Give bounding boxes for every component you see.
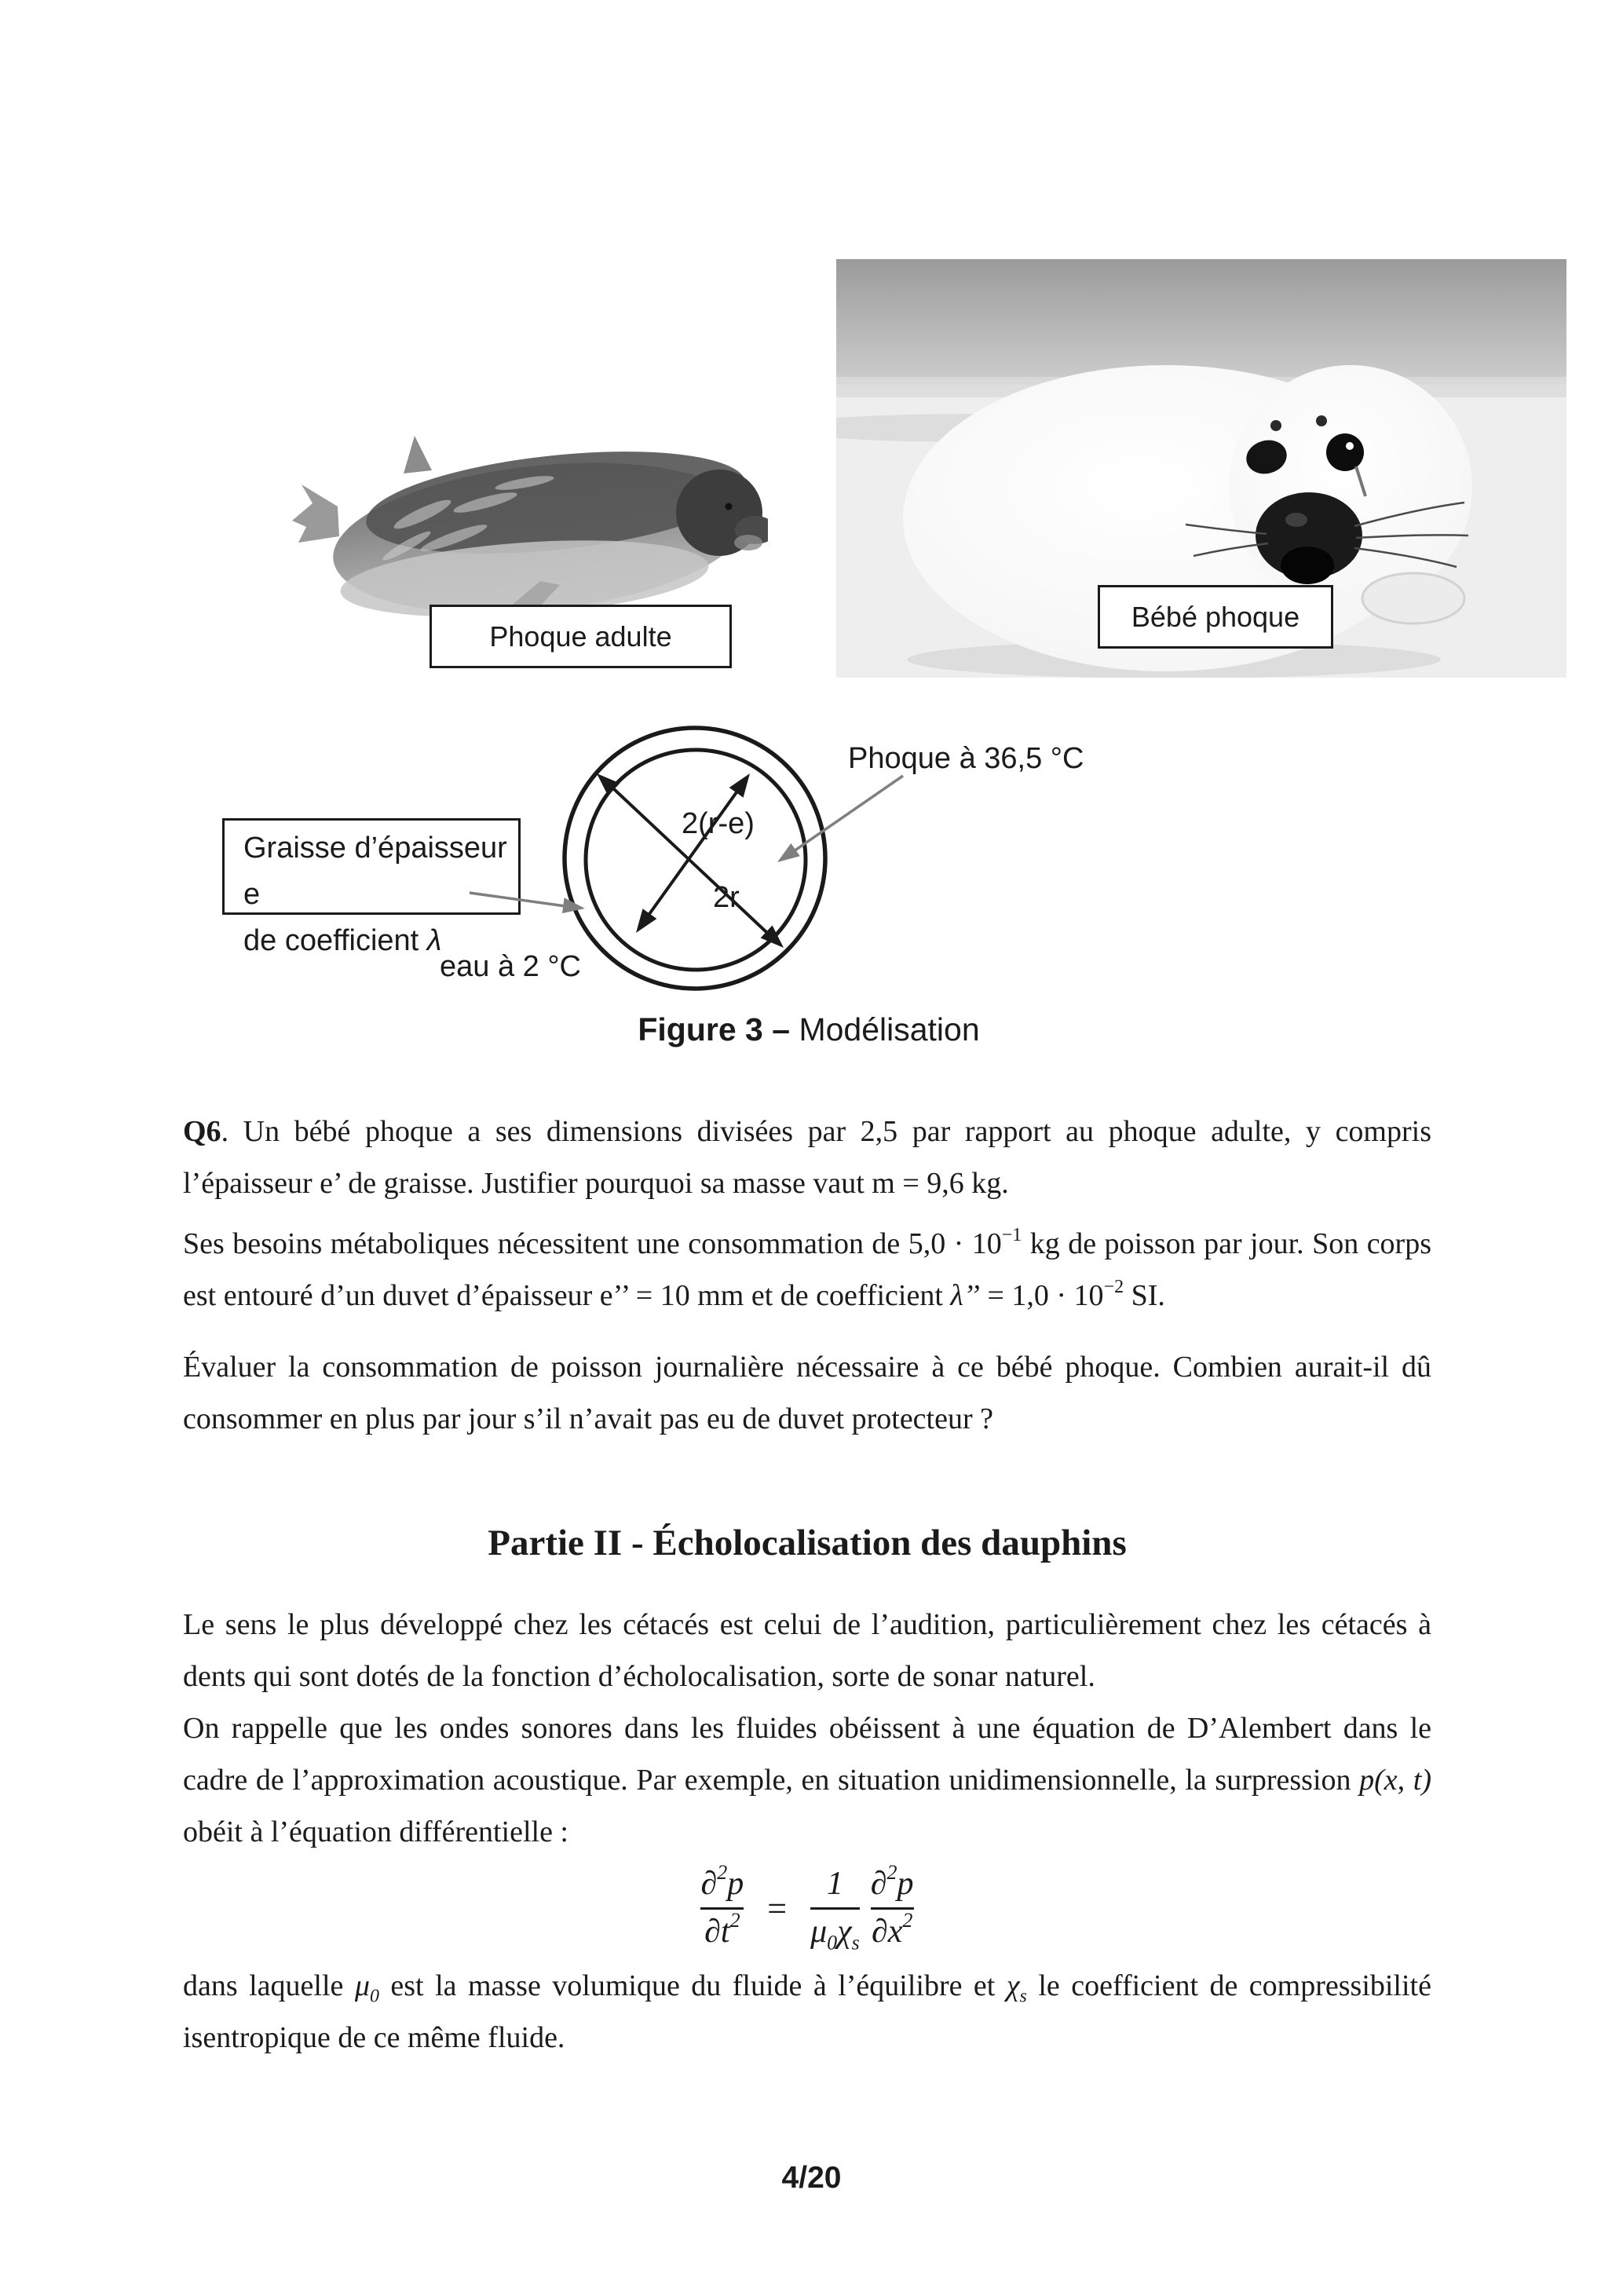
baby-seal-head — [1229, 365, 1472, 609]
figure3-caption — [471, 1011, 1146, 1048]
phoque-pointer-line — [794, 776, 903, 851]
baby-seal-caption-label: Bébé phoque — [1131, 600, 1300, 633]
exponent-minus2: −2 — [1103, 1277, 1124, 1298]
inner-diameter-label: 2(r-e) — [682, 807, 755, 840]
dans-laquelle-text-c: le coefficient de compressibilité isentropique de ce même fluide. — [183, 1969, 1431, 2054]
equation-equals-sign: = — [767, 1888, 788, 1928]
baby-seal-brow-dot-left — [1270, 420, 1281, 431]
chi-s-symbol: $\chi_s$ — [1006, 1969, 1027, 2007]
adult-seal-photo — [289, 428, 768, 632]
equation-coefficient-fraction — [810, 1866, 860, 1954]
graisse-line1: Graisse d’épaisseur e — [243, 832, 507, 911]
fraction-bar — [810, 1907, 860, 1910]
equation-rhs-fraction — [870, 1861, 914, 1950]
lambda-symbol: λ — [426, 924, 442, 957]
equation-coefficient-denominator: $\mu_0\chi_s$ — [810, 1913, 860, 1954]
seal-back-flipper — [404, 436, 432, 473]
seal-muzzle — [734, 535, 762, 550]
on-rappelle-text-a: On rappelle que les ondes sonores dans les fluides obéissent à une équation de D’Alembert dans le cadre de l’approximation acoustique. Par exemple, en situation unidimensionnelle, la surpression — [183, 1712, 1431, 1797]
section-title-partie2: Partie II - Écholocalisation des dauphins — [488, 1523, 1127, 1563]
exponent-minus1: −1 — [1001, 1225, 1022, 1246]
paragraph-q6 — [183, 1106, 1431, 1209]
dans-laquelle-text-b: est la masse volumique du fluide à l’équilibre et — [378, 1969, 1007, 2002]
equation-lhs-numerator: ∂$^2$p — [700, 1861, 744, 1903]
besoins-text-c: = 1,0 · 10 — [979, 1279, 1104, 1312]
on-rappelle-text-b: obéit à l’équation différentielle : — [183, 1815, 568, 1848]
figure3-caption-number: Figure 3 – — [638, 1011, 791, 1047]
equation-lhs-fraction — [700, 1861, 744, 1950]
equation-rhs-denominator: $\partial x^2$ — [871, 1908, 913, 1950]
outer-diameter-label: 2r — [713, 881, 740, 914]
adult-seal-caption-box — [430, 605, 732, 668]
baby-seal-nose-shine — [1285, 513, 1307, 527]
q6-label: Q6 — [183, 1115, 221, 1148]
mu-zero-symbol: $\mu_0$ — [354, 1969, 379, 2007]
graisse-line2: de coefficient — [243, 924, 427, 957]
page-number: 4/20 — [781, 2161, 842, 2195]
seal-eye — [726, 503, 733, 510]
seal-tail — [292, 484, 339, 543]
surpression-math: p(x, t) — [1359, 1764, 1431, 1797]
dans-laquelle-text-a: dans laquelle — [183, 1969, 355, 2002]
baby-seal-mouth — [1281, 547, 1334, 584]
besoins-text-b: kg de poisson par jour. Son corps est entouré d’un duvet d’épaisseur e’’ = 10 mm et de coefficient — [183, 1227, 1432, 1312]
baby-seal-caption-box — [1098, 585, 1333, 649]
graisse-pointer-line — [470, 893, 565, 906]
equation-lhs-denominator: $\partial t^2$ — [704, 1908, 740, 1950]
q6-text: . Un bébé phoque a ses dimensions divisées par 2,5 par rapport au phoque adulte, y compris l’épaisseur e’ de graisse. Justifier pourquoi sa masse vaut m = 9,6 kg. — [183, 1115, 1431, 1200]
phoque-pointer-arrowhead — [777, 843, 800, 862]
paragraph-evaluer: Évaluer la consommation de poisson journalière nécessaire à ce bébé phoque. Combien aurait-il dû consommer en plus par jour s’il n’avait pas eu de duvet protecteur ? — [183, 1351, 1431, 1435]
baby-seal-eye-glint — [1346, 442, 1354, 450]
baby-seal-eye-right — [1326, 433, 1364, 471]
baby-seal-flipper — [1362, 573, 1464, 623]
equation-coefficient-numerator: 1 — [826, 1866, 843, 1903]
inner-diameter-arrowhead-top — [729, 773, 750, 798]
figure3-caption-title: Modélisation — [790, 1011, 980, 1047]
inner-diameter-arrowhead-bottom — [636, 909, 656, 933]
baby-seal-brow-dot-right — [1316, 415, 1327, 426]
lambda-double-prime: λ’’ — [950, 1279, 980, 1312]
paragraph-le-sens: Le sens le plus développé chez les cétacés est celui de l’audition, particulièrement chez les cétacés à dents qui sont dotés de la fonction d’écholocalisation, sorte de sonar naturel. — [183, 1608, 1431, 1693]
dalembert-equation — [183, 1849, 1431, 1967]
phoque-temperature-label: Phoque à 36,5 °C — [848, 742, 1084, 775]
besoins-text-a: Ses besoins métaboliques nécessitent une consommation de 5,0 · 10 — [183, 1227, 1002, 1260]
besoins-text-d: SI. — [1124, 1279, 1165, 1312]
paragraph-dans-laquelle — [183, 1960, 1431, 2064]
equation-rhs-numerator: ∂$^2$p — [870, 1861, 914, 1903]
paragraph-on-rappelle — [183, 1702, 1431, 1858]
paragraph-besoins — [183, 1218, 1431, 1322]
adult-seal-caption-label: Phoque adulte — [489, 620, 672, 653]
eau-temperature-label: eau à 2 °C — [440, 950, 581, 983]
